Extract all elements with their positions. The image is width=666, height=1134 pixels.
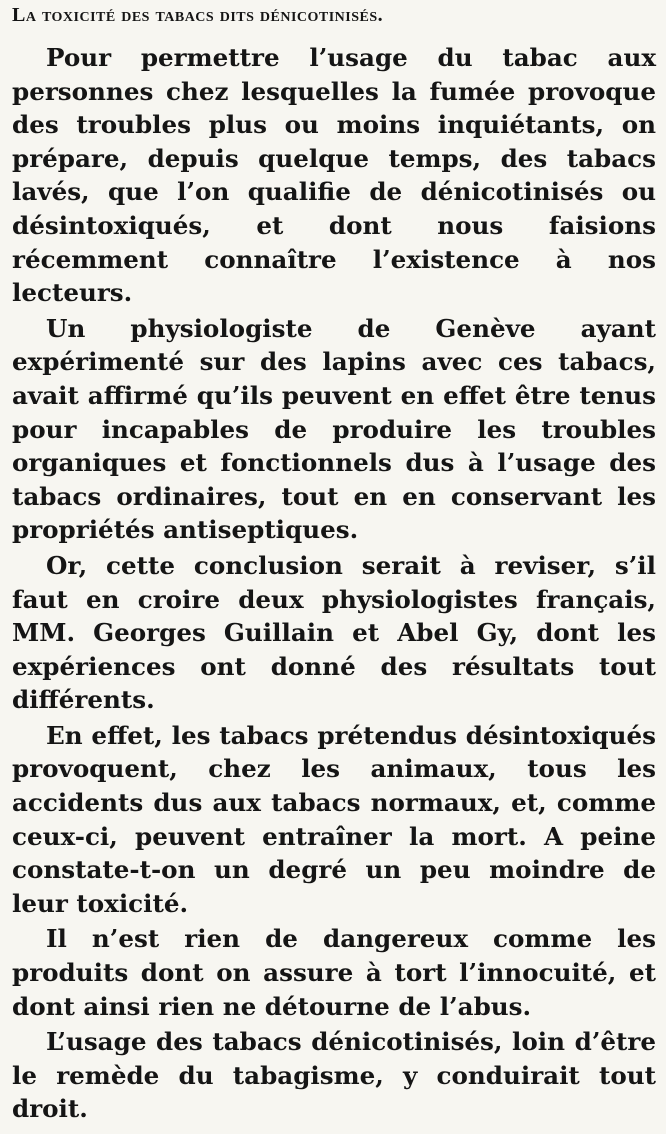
paragraph-5: Il n’est rien de dangereux comme les produits dont on assure à tort l’innocuité, et dont ainsi rien ne détourne de l’abus. bbox=[12, 924, 656, 1021]
paragraph-2: Un physiologiste de Genève ayant expérimenté sur des lapins avec ces tabacs, avait affirmé qu’ils peuvent en effet être tenus pour incapables de produire les troubles organiques et fonctionnels dus à l’usage des tabacs ordinaires, tout en en conservant les propriétés antiseptiques. bbox=[12, 313, 656, 545]
article-title: La toxicité des tabacs dits dénicotinisés. bbox=[12, 4, 384, 26]
paragraph-4: En effet, les tabacs prétendus désintoxiqués provoquent, chez les animaux, tous les accidents dus aux tabacs normaux, et, comme ceux-ci, peuvent entraîner la mort. A peine constate-t-on un degré un peu moindre de leur toxicité. bbox=[12, 720, 656, 918]
paragraph-1: Pour permettre l’usage du tabac aux personnes chez lesquelles la fumée provoque des troubles plus ou moins inquiétants, on prépare, depuis quelque temps, des tabacs lavés, que l’on qualifie de dénicotinisés ou désintoxiqués, et dont nous faisions récemment connaître l’existence à nos lecteurs. bbox=[12, 43, 656, 308]
paragraph-3: Or, cette conclusion serait à reviser, s’il faut en croire deux physiologistes français, MM. Georges Guillain et Abel Gy, dont les expériences ont donné des résultats tout différents. bbox=[12, 550, 656, 715]
paragraph-6: L’usage des tabacs dénicotinisés, loin d’être le remède du tabagisme, y conduirait tout droit. bbox=[12, 1027, 656, 1124]
